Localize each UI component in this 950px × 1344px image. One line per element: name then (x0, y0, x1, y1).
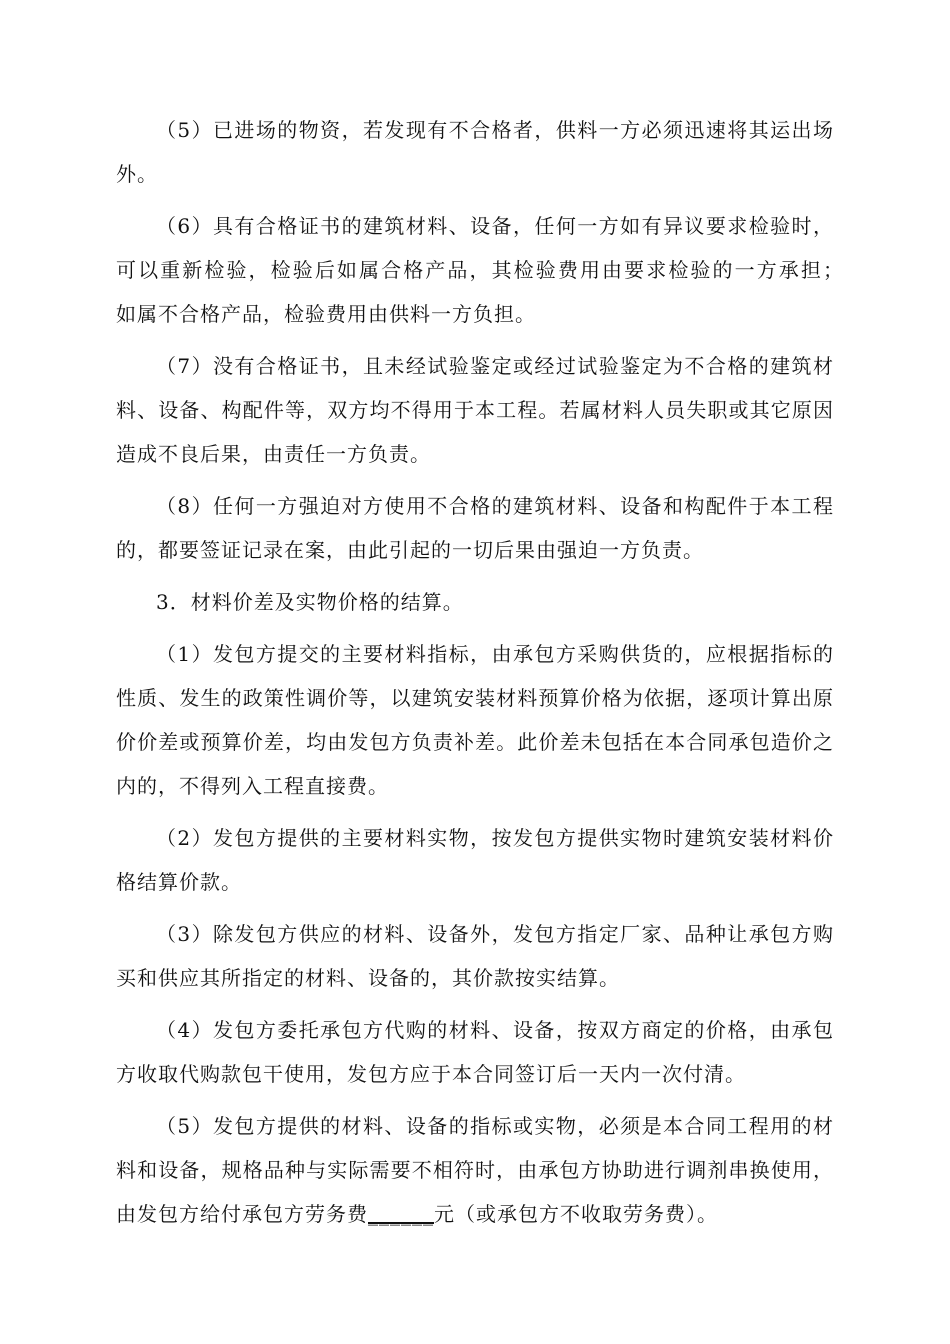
paragraph-6-retesting: （6）具有合格证书的建筑材料、设备，任何一方如有异议要求检验时，可以重新检验，检验后如属合格产品，其检验费用由要求检验的一方承担； 如属不合格产品，检验费用由供料一方负担。 (116, 214, 855, 326)
paragraph-5-labor-fee (116, 1104, 834, 1236)
paragraph-2-material-supply: （2）发包方提供的主要材料实物，按发包方提供实物时建筑安装材料价格结算价款。 (116, 826, 834, 894)
paragraph-5-substandard-materials: （5）已进场的物资，若发现有不合格者，供料一方必须迅速将其运出场外。 (116, 118, 834, 186)
document-body (116, 108, 855, 1244)
paragraph-1-material-indicators: （1）发包方提交的主要材料指标，由承包方采购供货的，应根据指标的性质、发生的政策性调价等，以建筑安装材料预算价格为依据，逐项计算出原价价差或预算价差，均由发包方负责补差。此价差未包括在本合同承包造价之内的，不得列入工程直接费。 (116, 642, 834, 798)
paragraph-7-uncertified-materials: （7）没有合格证书，且未经试验鉴定或经过试验鉴定为不合格的建筑材料、设备、构配件等，双方均不得用于本工程。若属材料人员失职或其它原因造成不良后果，由责任一方负责。 (116, 354, 834, 466)
labor-fee-text-after: 元（或承包方不收取劳务费）。 (434, 1202, 718, 1226)
section-heading-3-price-settlement: 3．材料价差及实物价格的结算。 (156, 590, 464, 614)
paragraph-4-proxy-purchase: （4）发包方委托承包方代购的材料、设备，按双方商定的价格，由承包方收取代购款包干使用，发包方应于本合同签订后一天内一次付清。 (116, 1018, 834, 1086)
labor-fee-blank: ______ (368, 1202, 434, 1226)
labor-fee-text-before: （5）发包方提供的材料、设备的指标或实物，必须是本合同工程用的材料和设备，规格品种与实际需要不相符时，由承包方协助进行调剂串换使用，由发包方给付承包方劳务费 (116, 1114, 834, 1226)
paragraph-8-forced-use: （8）任何一方强迫对方使用不合格的建筑材料、设备和构配件于本工程的，都要签证记录在案，由此引起的一切后果由强迫一方负责。 (116, 494, 834, 562)
paragraph-3-designated-suppliers: （3）除发包方供应的材料、设备外，发包方指定厂家、品种让承包方购买和供应其所指定的材料、设备的，其价款按实结算。 (116, 922, 834, 990)
